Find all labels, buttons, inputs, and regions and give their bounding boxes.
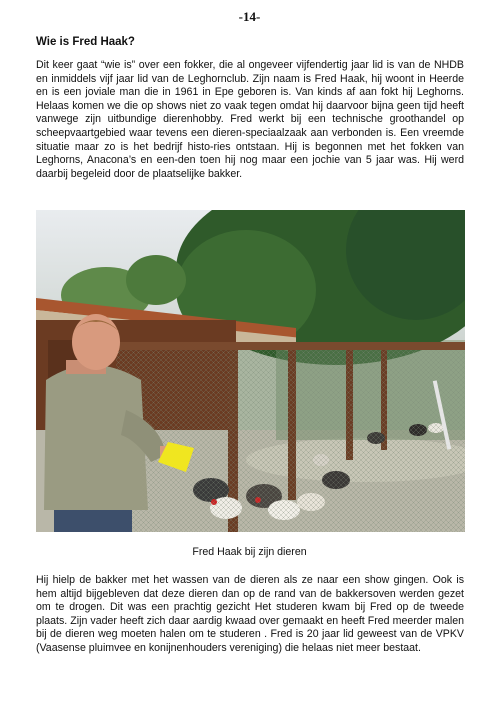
photo-fred-haak-with-chickens [36,210,465,532]
second-paragraph: Hij hielp de bakker met het wassen van de dieren als ze naar een show gingen. Ook is hem altijd bijgebleven dat deze dieren dan op de rand van de bakkersoven werden gezet om te drogen. Dit was een prachtig gezicht Het studeren kwam bij Fred op de tweede plaats. Zijn vader heeft zich daar aardig kwaad over gemaakt en heeft Fred meerder malen bij de dieren weg moeten halen om te studeren . Fred is 20 jaar lid geweest van de VPKV (Vaasense pluimvee en konijnenhouders vereniging) die helaas niet meer bestaat. [36,574,464,654]
page-number: -14- [238,9,261,24]
article-heading: Wie is Fred Haak? [36,36,135,48]
photo-caption: Fred Haak bij zijn dieren [192,546,307,558]
intro-paragraph: Dit keer gaat “wie is” over een fokker, die al ongeveer vijfendertig jaar lid is van de NHDB en inmiddels vijf jaar lid van de Leghornclub. Zijn naam is Fred Haak, hij woont in Heerde en is een joviale man die in 1961 in Epe geboren is. Van kinds af aan fokt hij Leghorns. Helaas komen we die op shows niet zo vaak tegen omdat hij daarvoor bijna geen tijd heeft vanwege zijn uitbundige dierenhobby. Fred werkt bij een technische groothandel op scheepvaartgebied waar tevens een dieren-speciaalzaak aan verbonden is. Een vreemde situatie maar zo is het bedrijf histo-ries ontstaan. Hij is begonnen met het fokken van Leghorns, Anacona’s en een-den toen hij nog maar een jochie van 5 jaar was. Hij werd daarbij begeleid door de plaatselijke bakker. [36,59,464,180]
